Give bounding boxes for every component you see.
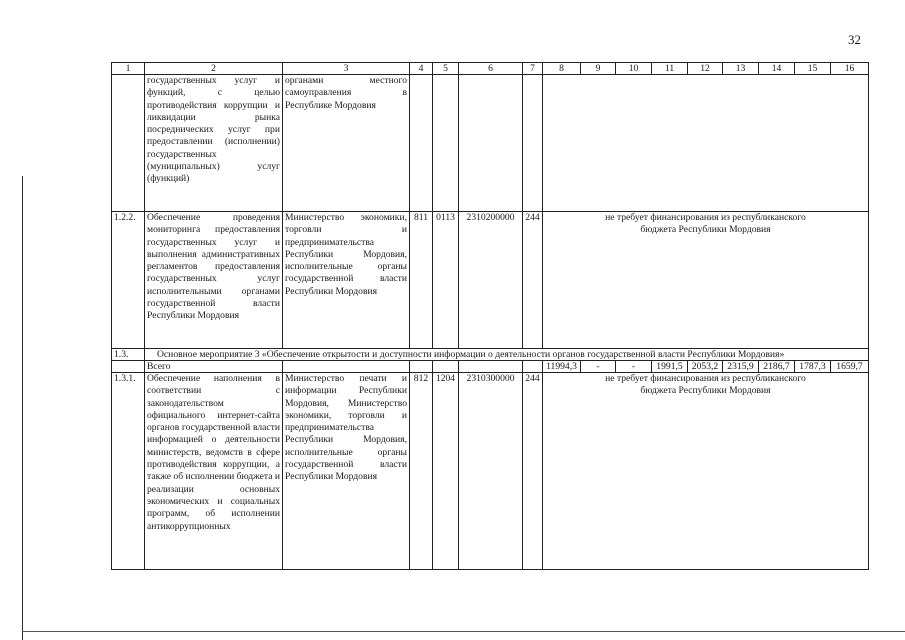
- row-number: 1.3.1.: [112, 373, 145, 570]
- header-cell: 16: [831, 63, 869, 75]
- row-code-4: 811: [410, 212, 433, 349]
- row-financing: [543, 75, 869, 212]
- header-cell: 4: [410, 63, 433, 75]
- header-cell: 15: [795, 63, 831, 75]
- scan-edge-line: [22, 176, 23, 640]
- row-code-7: 244: [523, 212, 543, 349]
- header-cell: 14: [759, 63, 795, 75]
- total-value: -: [616, 361, 652, 373]
- total-value: 1991,5: [652, 361, 688, 373]
- table-row: [112, 75, 869, 212]
- header-cell: 1: [112, 63, 145, 75]
- header-cell: 13: [723, 63, 759, 75]
- total-label: Всего: [145, 361, 283, 373]
- header-cell: 9: [581, 63, 616, 75]
- row-code-4: [410, 75, 433, 212]
- row-name: Обеспечение наполнения в соответствии с законодательством официального интернет-сайта органов государственной власти информацией о деятельности министерств, ведомств в сфере противодействия коррупции, а также об исполнении бюджета и реализации основных экономических и социальных программ, об исполнении антикоррупционных: [145, 373, 283, 570]
- header-cell: 11: [652, 63, 688, 75]
- main-event-number: 1.3.: [112, 349, 145, 361]
- row-financing: не требует финансирования из республиканского бюджета Республики Мордовия: [543, 212, 869, 349]
- total-value: 2186,7: [759, 361, 795, 373]
- row-code-5: [433, 75, 459, 212]
- total-row: [112, 361, 869, 373]
- header-row: [112, 63, 869, 75]
- row-code-7: 244: [523, 373, 543, 570]
- row-financing: не требует финансирования из республиканского бюджета Республики Мордовия: [543, 373, 869, 570]
- row-number: [112, 75, 145, 212]
- main-event-title: Основное мероприятие 3 «Обеспечение открытости и доступности информации о деятельности органов государственной власти Республики Мордовия»: [145, 349, 869, 361]
- scan-bottom-line: [22, 631, 905, 632]
- row-name: Обеспечение проведения мониторинга предоставления государственных услуг и выполнения административных регламентов предоставления государственных услуг исполнительными органами государственной власти Республики Мордовия: [145, 212, 283, 349]
- row-executor: органами местного самоуправления в Республике Мордовия: [283, 75, 410, 212]
- row-executor: Министерство экономики, торговли и предпринимательства Республики Мордовия, исполнительные органы государственной власти Республики Мордовия: [283, 212, 410, 349]
- total-value: 11994,3: [543, 361, 581, 373]
- header-cell: 10: [616, 63, 652, 75]
- header-cell: 6: [459, 63, 523, 75]
- total-value: 1659,7: [831, 361, 869, 373]
- row-code-5: 0113: [433, 212, 459, 349]
- row-code-5: 1204: [433, 373, 459, 570]
- row-code-6: 2310300000: [459, 373, 523, 570]
- table-row: [112, 212, 869, 349]
- program-table: [111, 62, 869, 570]
- row-code-6: [459, 75, 523, 212]
- main-event-row: [112, 349, 869, 361]
- row-number: 1.2.2.: [112, 212, 145, 349]
- header-cell: 8: [543, 63, 581, 75]
- header-cell: 3: [283, 63, 410, 75]
- header-cell: 7: [523, 63, 543, 75]
- page-number: 32: [848, 32, 861, 47]
- row-code-4: 812: [410, 373, 433, 570]
- total-value: 2053,2: [688, 361, 723, 373]
- header-cell: 5: [433, 63, 459, 75]
- row-name: государственных услуг и функций, с целью противодействия коррупции и ликвидации рынка посреднических услуг при предоставлении (исполнении) государственных (муниципальных) услуг (функций): [145, 75, 283, 212]
- total-value: 1787,3: [795, 361, 831, 373]
- row-code-7: [523, 75, 543, 212]
- total-value: -: [581, 361, 616, 373]
- row-executor: Министерство печати и информации Республики Мордовия, Министерство экономики, торговли и предпринимательства Республики Мордовия, исполнительные органы государственной власти Республики Мордовия: [283, 373, 410, 570]
- table-row: [112, 373, 869, 570]
- row-code-6: 2310200000: [459, 212, 523, 349]
- header-cell: 12: [688, 63, 723, 75]
- total-value: 2315,9: [723, 361, 759, 373]
- header-cell: 2: [145, 63, 283, 75]
